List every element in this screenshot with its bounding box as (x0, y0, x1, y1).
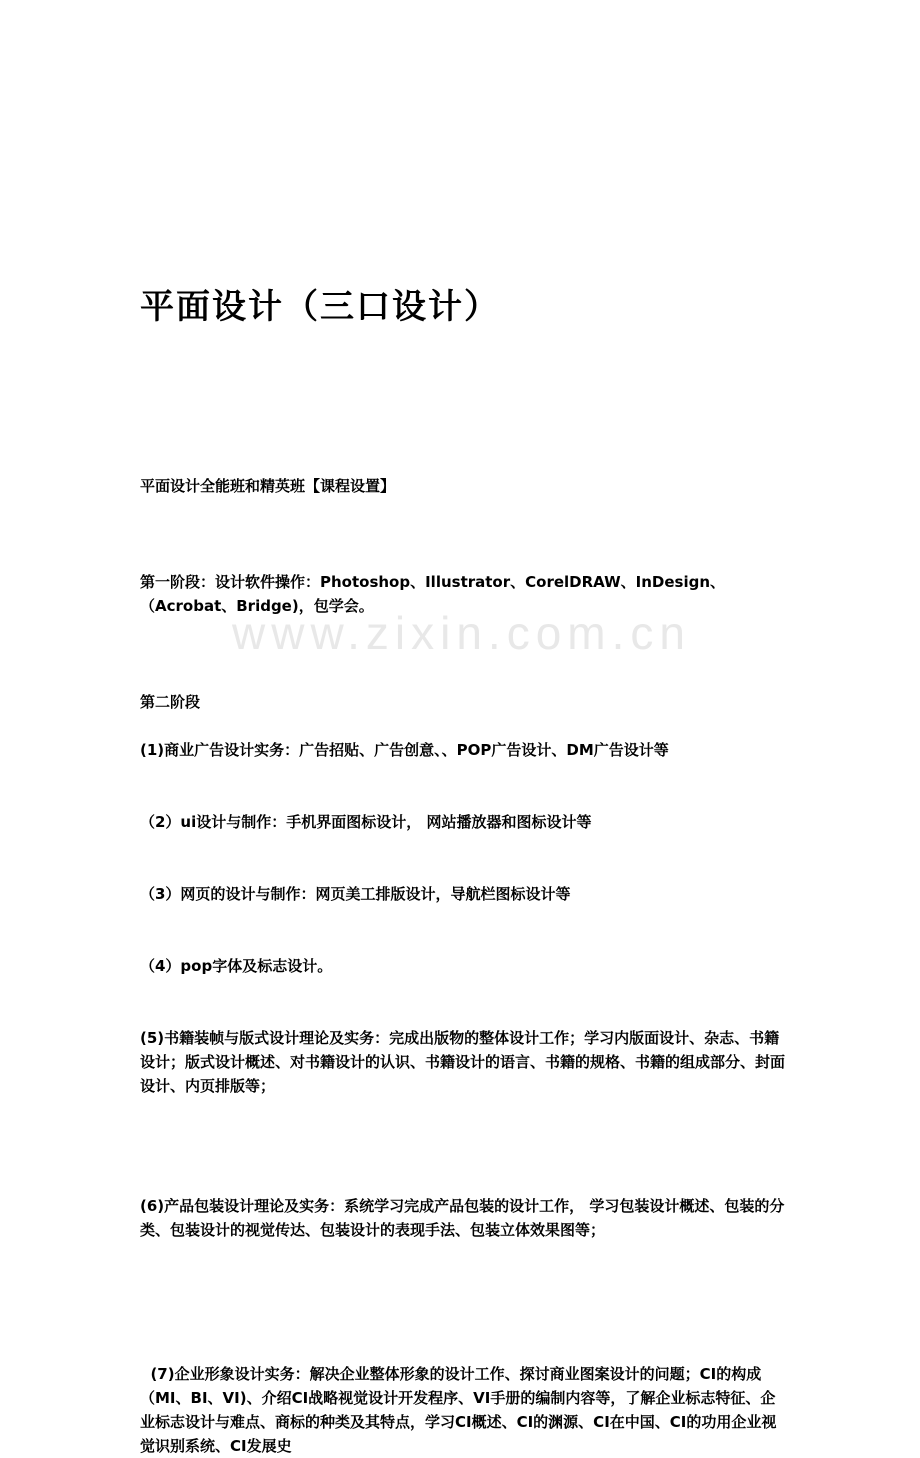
course-item-1: (1)商业广告设计实务：广告招贴、广告创意、、POP广告设计、DM广告设计等 (140, 741, 669, 759)
course-item-3: （3）网页的设计与制作：网页美工排版设计，导航栏图标设计等 (140, 885, 571, 903)
course-item-2: （2）ui设计与制作：手机界面图标设计， 网站播放器和图标设计等 (140, 813, 592, 831)
course-item-5: (5)书籍装帧与版式设计理论及实务：完成出版物的整体设计工作；学习内版面设计、杂志、书籍设计；版式设计概述、对书籍设计的认识、书籍设计的语言、书籍的规格、书籍的组成部分、封面设计、内页排版等； (140, 1029, 786, 1095)
stage-one-paragraph: 第一阶段：设计软件操作：Photoshop、Illustrator、CorelDRAW、InDesign、（Acrobat、Bridge)，包学会。 (140, 573, 726, 615)
course-item-6: (6)产品包装设计理论及实务：系统学习完成产品包装的设计工作， 学习包装设计概述、包装的分类、包装设计的视觉传达、包装设计的表现手法、包装立体效果图等； (140, 1197, 785, 1239)
course-item-4: （4）pop字体及标志设计。 (140, 957, 333, 975)
course-subtitle: 平面设计全能班和精英班【课程设置】 (140, 477, 396, 495)
document-title: 平面设计（三口设计） (140, 287, 500, 327)
watermark: www.zixin.com.cn (232, 607, 691, 659)
course-item-7: (7)企业形象设计实务：解决企业整体形象的设计工作、探讨商业图案设计的问题；CI的构成（MI、BI、VI)、介绍CI战略视觉设计开发程序、VI手册的编制内容等，了解企业标志特征、企业标志设计与难点、商标的种类及其特点，学习CI概述、CI的渊源、CI在中国、CI的功用企业视觉识别系统、CI发展史 (140, 1365, 777, 1455)
stage-two-heading: 第二阶段 (140, 693, 201, 711)
